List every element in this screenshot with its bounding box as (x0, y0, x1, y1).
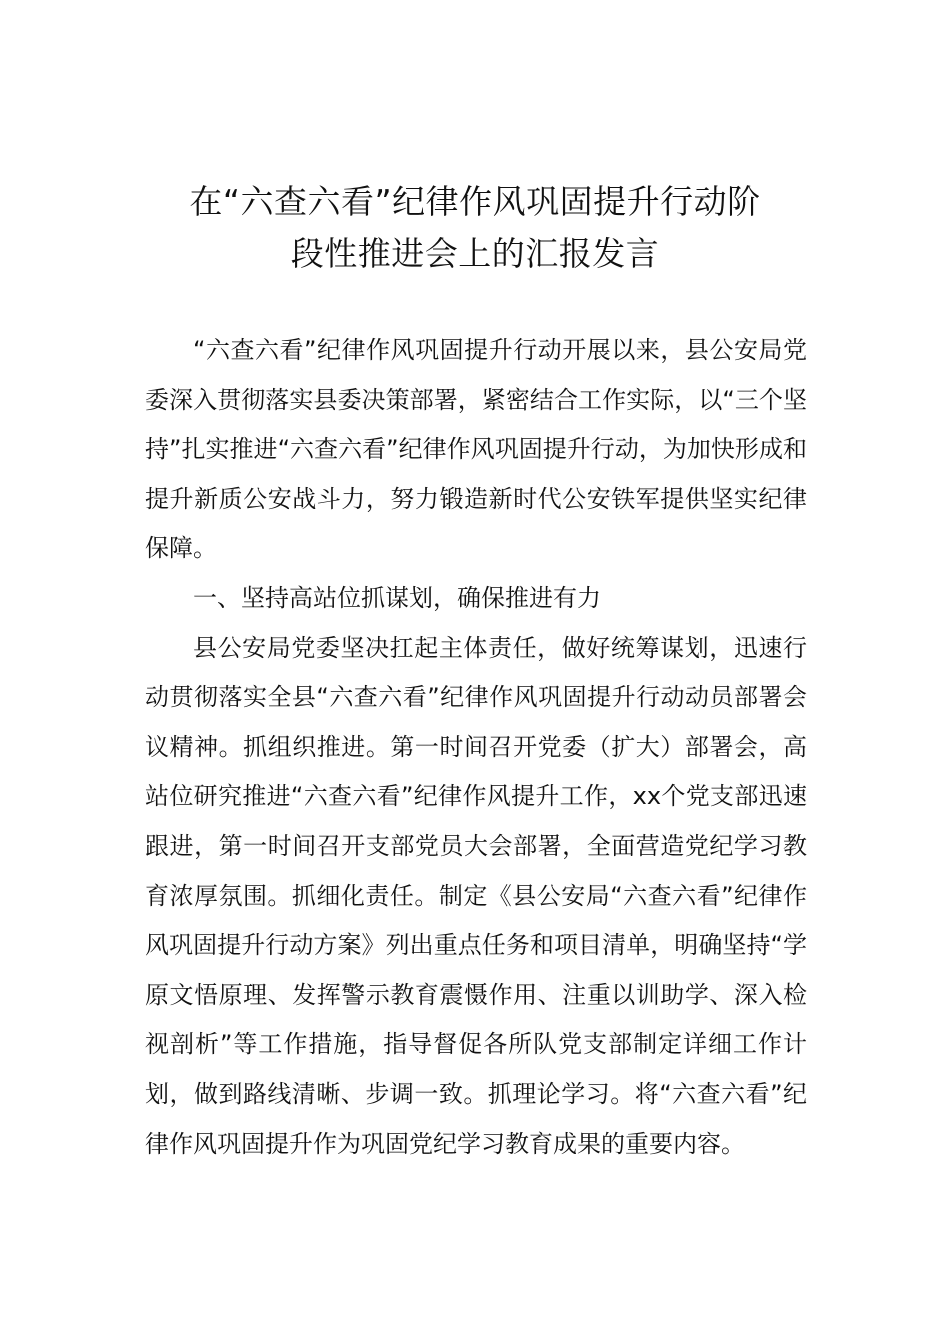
title-line-2: 段性推进会上的汇报发言 (290, 234, 660, 273)
section-heading-1: 一、坚持高站位抓谋划，确保推进有力 (193, 583, 601, 612)
intro-paragraph: “六查六看”纪律作风巩固提升行动开展以来，县公安局党委深入贯彻落实县委决策部署，紧密结合工作实际，以“三个坚持”扎实推进“六查六看”纪律作风巩固提升行动，为加快形成和提升新质公安战斗力，努力锻造新时代公安铁军提供坚实纪律保障。 (145, 336, 807, 563)
title-line-1: 在“六查六看”纪律作风巩固提升行动阶 (189, 182, 761, 221)
section-1-paragraph: 县公安局党委坚决扛起主体责任，做好统筹谋划，迅速行动贯彻落实全县“六查六看”纪律作风巩固提升行动动员部署会议精神。抓组织推进。第一时间召开党委（扩大）部署会，高站位研究推进“六查六看”纪律作风提升工作，xx个党支部迅速跟进，第一时间召开支部党员大会部署，全面营造党纪学习教育浓厚氛围。抓细化责任。制定《县公安局“六查六看”纪律作风巩固提升行动方案》列出重点任务和项目清单，明确坚持“学原文悟原理、发挥警示教育震慑作用、注重以训助学、深入检视剖析”等工作措施，指导督促各所队党支部制定详细工作计划，做到路线清晰、步调一致。抓理论学习。将“六查六看”纪律作风巩固提升作为巩固党纪学习教育成果的重要内容。 (145, 633, 807, 1158)
document-title (120, 176, 830, 280)
document-body (145, 326, 807, 1169)
